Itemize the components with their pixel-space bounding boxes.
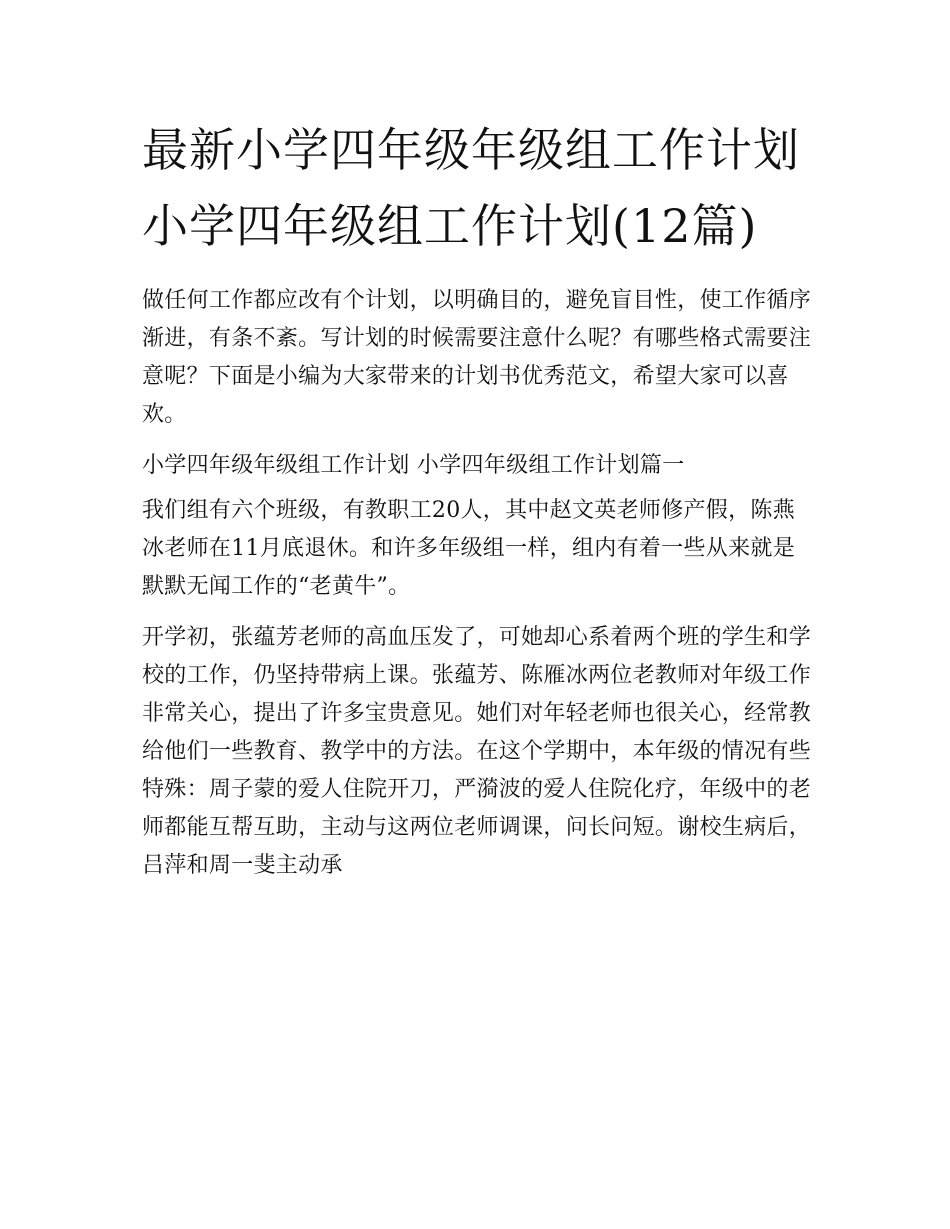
body-paragraph-1: 我们组有六个班级，有教职工20人，其中赵文英老师修产假，陈燕冰老师在11月底退休。和许多年级组一样，组内有着一些从来就是默默无闻工作的“老黄牛”。 xyxy=(142,498,795,599)
document-page xyxy=(142,112,812,885)
document-title: 最新小学四年级年级组工作计划 小学四年级组工作计划(12篇) xyxy=(142,123,800,253)
intro-paragraph: 做任何工作都应改有个计划，以明确目的，避免盲目性，使工作循序渐进，有条不紊。写计划的时候需要注意什么呢？有哪些格式需要注意呢？下面是小编为大家带来的计划书优秀范文，希望大家可以喜欢。 xyxy=(142,288,812,427)
body-paragraph-2: 开学初，张蕴芳老师的高血压发了，可她却心系着两个班的学生和学校的工作，仍坚持带病上课。张蕴芳、陈雁冰两位老教师对年级工作非常关心，提出了许多宝贵意见。她们对年轻老师也很关心，经常教给他们一些教育、教学中的方法。在这个学期中，本年级的情况有些特殊：周子蒙的爱人住院开刀，严漪波的爱人住院化疗，年级中的老师都能互帮互助，主动与这两位老师调课，问长问短。谢校生病后，吕萍和周一斐主动承 xyxy=(142,625,812,878)
section-heading: 小学四年级年级组工作计划 小学四年级组工作计划篇一 xyxy=(142,453,685,478)
